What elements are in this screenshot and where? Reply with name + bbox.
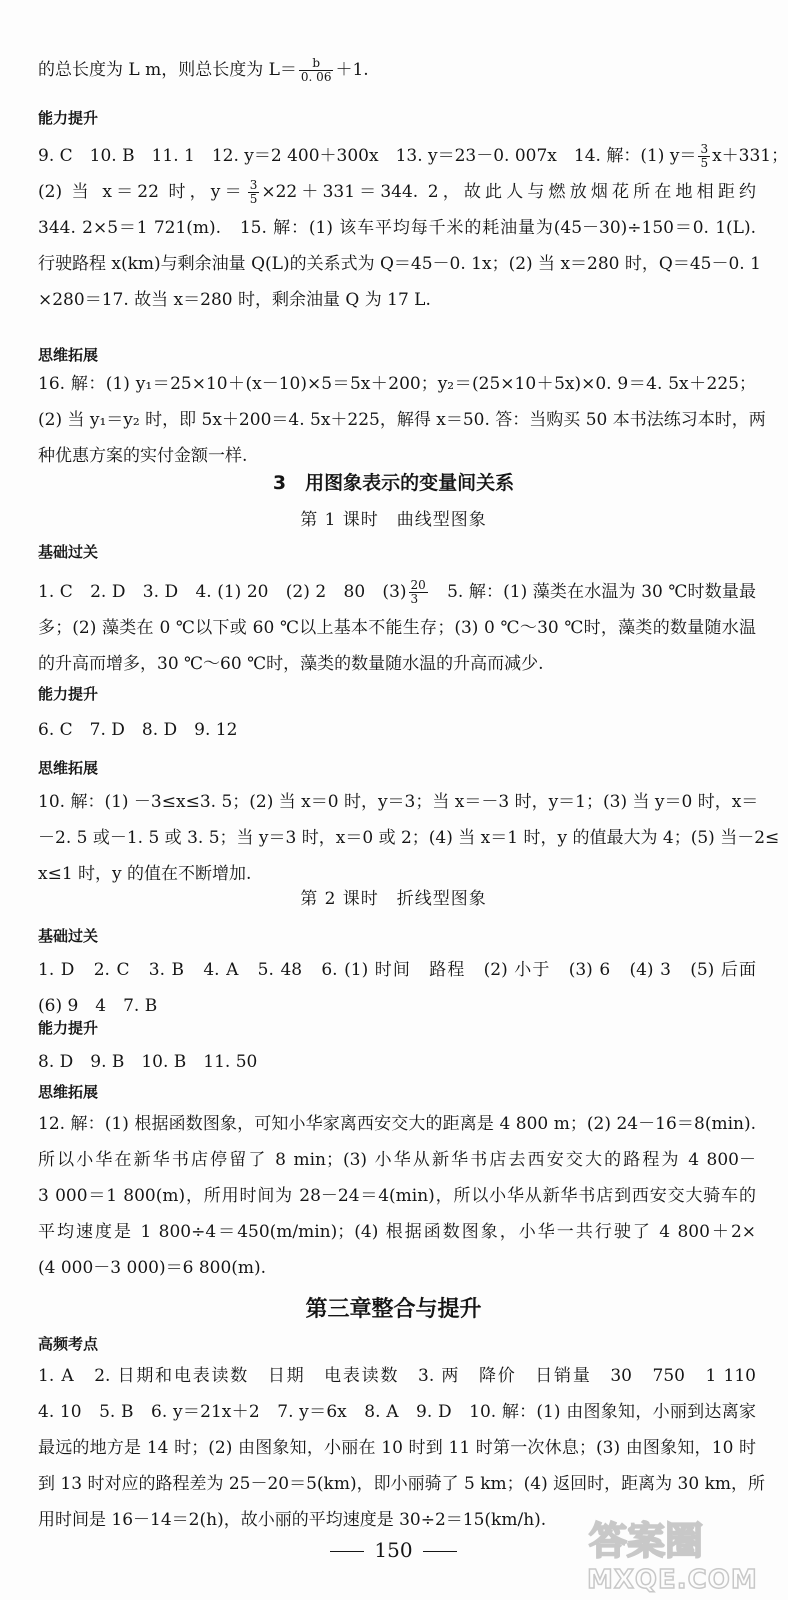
watermark-line2: MXQE.COM [587,1565,758,1595]
section-heading-basic: 基础过关 [38,543,99,561]
section-heading-ability-2: 能力提升 [38,685,99,703]
page-number-rule-left [330,1551,364,1552]
answer-block-6: 1. D 2. C 3. B 4. A 5. 48 6. (1) 时间 路程 (2) 小于 (3) 6 (4) 3 (5) 后面 (6) 9 4 7. B [38,960,756,1016]
intro-text-end: ＋1. [335,60,369,80]
section-heading-frequent: 高频考点 [38,1335,99,1353]
answer-block-1: 9. C 10. B 11. 1 12. y＝2 400＋300x 13. y＝23－0. 007x 14. 解：(1) y＝ $\frac{3}{5}$ x＋331； (2) 当 x＝22 时，y＝ $\frac{3}{5}$ ×22＋331＝344. 2，故此人与燃放烟花所在地相距约 344. 2×5＝1 721(m). 15. 解：(1) 该车平均每千米的耗油量为(45－30)÷150＝0. 1(L). 行驶路程 x(km)与剩余油量 Q(L)的关系式为 Q＝45－0. 1x；(2) 当 x＝280 时，Q＝45－0. 1 ×280＝17. 故当 x＝280 时，剩余油量 Q 为 17 L. [38,142,788,310]
section-heading-expand: 思维拓展 [38,346,99,364]
section-heading-ability: 能力提升 [38,109,99,127]
intro-paragraph [38,52,756,88]
section-heading-expand-2: 思维拓展 [38,759,99,777]
answer-block-5: 10. 解：(1) －3≤x≤3. 5；(2) 当 x＝0 时，y＝3；当 x＝－3 时，y＝1；(3) 当 y＝0 时，x＝ －2. 5 或－1. 5 或 3. 5；当 y＝3 时，x＝0 或 2；(4) 当 x＝1 时，y 的值最大为 4；(5) 当－2≤ x≤1 时，y 的值在不断增加. [38,792,780,884]
answer-block-9: 1. A 2. 日期和电表读数 日期 电表读数 3. 两 降价 日销量 30 750 1 110 4. 10 5. B 6. y＝21x＋2 7. y＝6x 8. A 9. D 10. 解：(1) 由图象知，小丽到达离家 最远的地方是 14 时；(2) 由图象知，小丽在 10 时到 11 时第一次休息；(3) 由图象知，10 时 到 13 时对应的路程差为 25－20＝5(km)，即小丽骑了 5 km；(4) 返回时，距离为 30 km，所 用时间是 16－14＝2(h)，故小丽的平均速度是 30÷2＝15(km/h). [38,1366,765,1530]
page-number-rule-right [423,1551,457,1552]
section-title: 3 用图象表示的变量间关系 [272,472,515,494]
chapter-title: 第三章整合与提升 [305,1296,482,1322]
answer-block-7: 8. D 9. B 10. B 11. 50 [38,1052,258,1072]
section-heading-basic-2: 基础过关 [38,927,99,945]
answer-block-8: 12. 解：(1) 根据函数图象，可知小华家离西安交大的距离是 4 800 m；(2) 24－16＝8(min). 所以小华在新华书店停留了 8 min；(3) 小华从新华书店去西安交大的路程为 4 800－ 3 000＝1 800(m)，所用时间为 28－24＝4(min)，所以小华从新华书店到西安交大骑车的 平均速度是 1 800÷4＝450(m/min)；(4) 根据函数图象，小华一共行驶了 4 800＋2× (4 000－3 000)＝6 800(m). [38,1114,756,1278]
answer-block-2: 16. 解：(1) y₁＝25×10＋(x－10)×5＝5x＋200；y₂＝(25×10＋5x)×0. 9＝4. 5x＋225； (2) 当 y₁＝y₂ 时，即 5x＋200＝4. 5x＋225，解得 x＝50. 答：当购买 50 本书法练习本时，两 种优惠方案的实付金额一样. [38,374,766,466]
fraction: $\frac{3}{5}$ [700,142,709,170]
lesson-title-1: 第 1 课时 曲线型图象 [300,510,487,530]
fraction: $\frac{b}{0. 06}$ [300,56,332,84]
watermark-logo [577,1510,777,1594]
answer-block-4: 6. C 7. D 8. D 9. 12 [38,720,238,740]
page-number: 150 [0,1538,787,1562]
section-heading-ability-3: 能力提升 [38,1019,99,1037]
fraction: $\frac{20}{3}$ [410,578,426,606]
intro-text: 的总长度为 L m，则总长度为 L＝ [38,60,297,80]
answer-block-3: 1. C 2. D 3. D 4. (1) 20 (2) 2 80 (3) $\frac{20}{3}$ 5. 解：(1) 藻类在水温为 30 ℃时数量最 多；(2) 藻类在 0 ℃以下或 60 ℃以上基本不能生存；(3) 0 ℃～30 ℃时，藻类的数量随水温 的升高而增多，30 ℃～60 ℃时，藻类的数量随水温的升高而减少. [38,578,756,674]
fraction: $\frac{3}{5}$ [249,178,258,206]
lesson-title-2: 第 2 课时 折线型图象 [300,889,487,909]
section-heading-expand-3: 思维拓展 [38,1083,99,1101]
watermark-icon [577,1510,777,1594]
watermark-line1: 答案圈 [589,1519,704,1563]
